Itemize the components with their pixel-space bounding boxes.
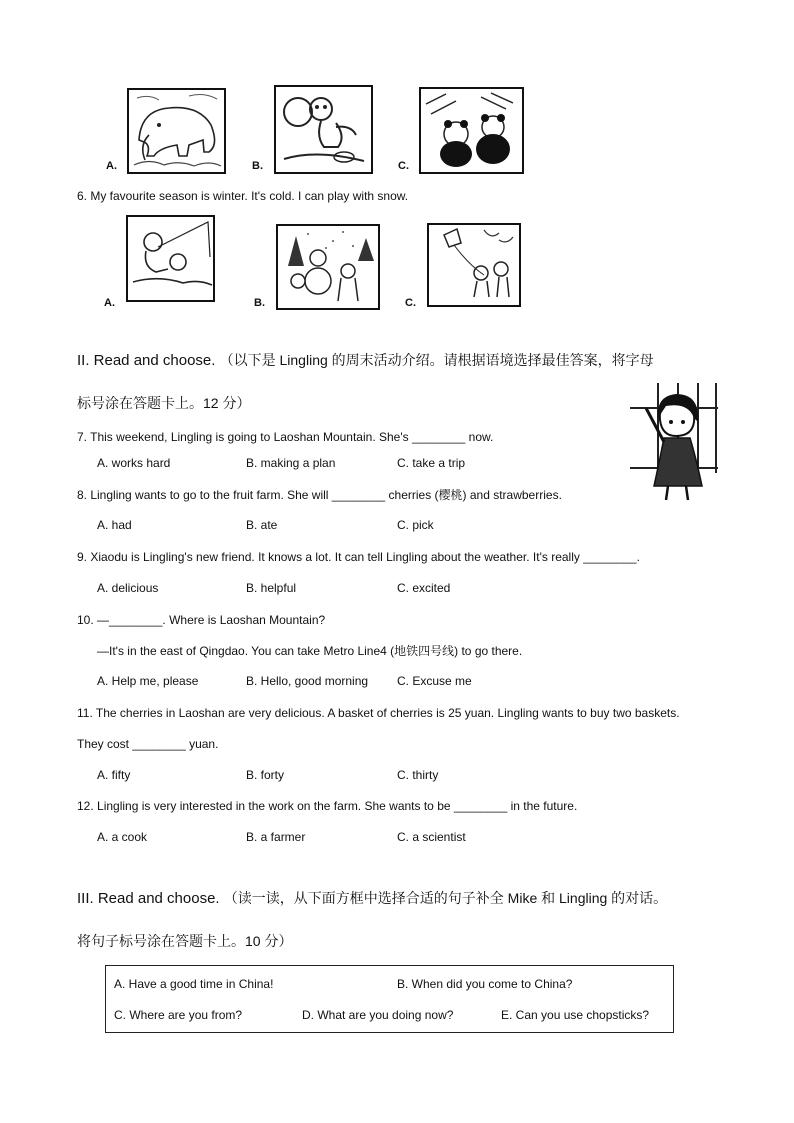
q12-option-a[interactable]: A. a cook bbox=[97, 830, 148, 844]
q11-option-c[interactable]: C. thirty bbox=[397, 768, 439, 782]
section-3-heading bbox=[77, 888, 667, 909]
q7-option-b[interactable]: B. making a plan bbox=[246, 456, 336, 470]
q10-option-a[interactable]: A. Help me, please bbox=[97, 674, 199, 688]
q5-option-a-label[interactable]: A. bbox=[106, 160, 117, 172]
question-10-text: 10. —________. Where is Laoshan Mountain? bbox=[77, 613, 326, 627]
q6-picture-a bbox=[126, 215, 215, 302]
q11-option-a[interactable]: A. fifty bbox=[97, 768, 131, 782]
question-9-text: 9. Xiaodu is Lingling's new friend. It knows a lot. It can tell Lingling about the weather. It's really ________. bbox=[77, 550, 640, 564]
pandas-illustration bbox=[421, 89, 522, 172]
girl-at-fence-icon bbox=[628, 378, 720, 504]
choice-c[interactable]: C. Where are you from? bbox=[114, 1008, 243, 1022]
fishing-illustration bbox=[128, 217, 213, 300]
choice-b[interactable]: B. When did you come to China? bbox=[397, 977, 573, 991]
q11-option-b[interactable]: B. forty bbox=[246, 768, 285, 782]
choice-a[interactable]: A. Have a good time in China! bbox=[114, 977, 274, 991]
q12-option-b[interactable]: B. a farmer bbox=[246, 830, 306, 844]
q5-picture-a bbox=[127, 88, 226, 174]
kite-flying-illustration bbox=[429, 225, 519, 305]
question-6-text: 6. My favourite season is winter. It's cold. I can play with snow. bbox=[77, 189, 409, 203]
q6-option-b-label[interactable]: B. bbox=[254, 297, 265, 309]
section-2-heading-en: II. Read and choose. bbox=[77, 352, 216, 369]
question-11-text: 11. The cherries in Laoshan are very delicious. A basket of cherries is 25 yuan. Lingling wants to buy two baskets. bbox=[77, 706, 680, 720]
section-3-heading-cn: （读一读，从下面方框中选择合适的句子补全 Mike 和 Lingling 的对话。 bbox=[223, 890, 668, 906]
q7-option-c[interactable]: C. take a trip bbox=[397, 456, 466, 470]
q6-picture-b bbox=[276, 224, 380, 310]
elephants-illustration bbox=[129, 90, 224, 172]
question-8-text: 8. Lingling wants to go to the fruit farm. She will ________ cherries (樱桃) and strawberries. bbox=[77, 488, 562, 502]
q5-picture-b bbox=[274, 85, 373, 174]
q6-option-a-label[interactable]: A. bbox=[104, 297, 115, 309]
section-3-heading-en: III. Read and choose. bbox=[77, 890, 220, 907]
choice-d[interactable]: D. What are you doing now? bbox=[302, 1008, 454, 1022]
q8-option-b[interactable]: B. ate bbox=[246, 518, 278, 532]
q8-option-a[interactable]: A. had bbox=[97, 518, 132, 532]
q6-picture-c bbox=[427, 223, 521, 307]
q10-option-c[interactable]: C. Excuse me bbox=[397, 674, 472, 688]
monkey-illustration bbox=[276, 87, 371, 172]
section-2-heading bbox=[77, 350, 654, 371]
q10-option-b[interactable]: B. Hello, good morning bbox=[246, 674, 369, 688]
q6-option-c-label[interactable]: C. bbox=[405, 297, 416, 309]
q9-option-a[interactable]: A. delicious bbox=[97, 581, 159, 595]
section-2-heading-line2: 标号涂在答题卡上。12 分） bbox=[77, 395, 251, 411]
q9-option-b[interactable]: B. helpful bbox=[246, 581, 297, 595]
q12-option-c[interactable]: C. a scientist bbox=[397, 830, 466, 844]
q9-option-c[interactable]: C. excited bbox=[397, 581, 451, 595]
section-2-heading-cn: （以下是 Lingling 的周末活动介绍。请根据语境选择最佳答案，将字母 bbox=[219, 352, 654, 368]
sentence-choice-box bbox=[105, 965, 674, 1033]
q5-picture-c bbox=[419, 87, 524, 174]
question-12-text: 12. Lingling is very interested in the work on the farm. She wants to be ________ in the future. bbox=[77, 799, 578, 813]
choice-e[interactable]: E. Can you use chopsticks? bbox=[501, 1008, 650, 1022]
question-7-text: 7. This weekend, Lingling is going to Laoshan Mountain. She's ________ now. bbox=[77, 430, 494, 444]
q5-option-b-label[interactable]: B. bbox=[252, 160, 263, 172]
snowman-illustration bbox=[278, 226, 378, 308]
lingling-girl-illustration bbox=[628, 378, 720, 504]
q8-option-c[interactable]: C. pick bbox=[397, 518, 434, 532]
question-10-response: —It's in the east of Qingdao. You can take Metro Line4 (地铁四号线) to go there. bbox=[97, 644, 523, 658]
q5-option-c-label[interactable]: C. bbox=[398, 160, 409, 172]
question-11-text-cont: They cost ________ yuan. bbox=[77, 737, 219, 751]
q7-option-a[interactable]: A. works hard bbox=[97, 456, 171, 470]
section-3-heading-line2: 将句子标号涂在答题卡上。10 分） bbox=[77, 933, 293, 949]
